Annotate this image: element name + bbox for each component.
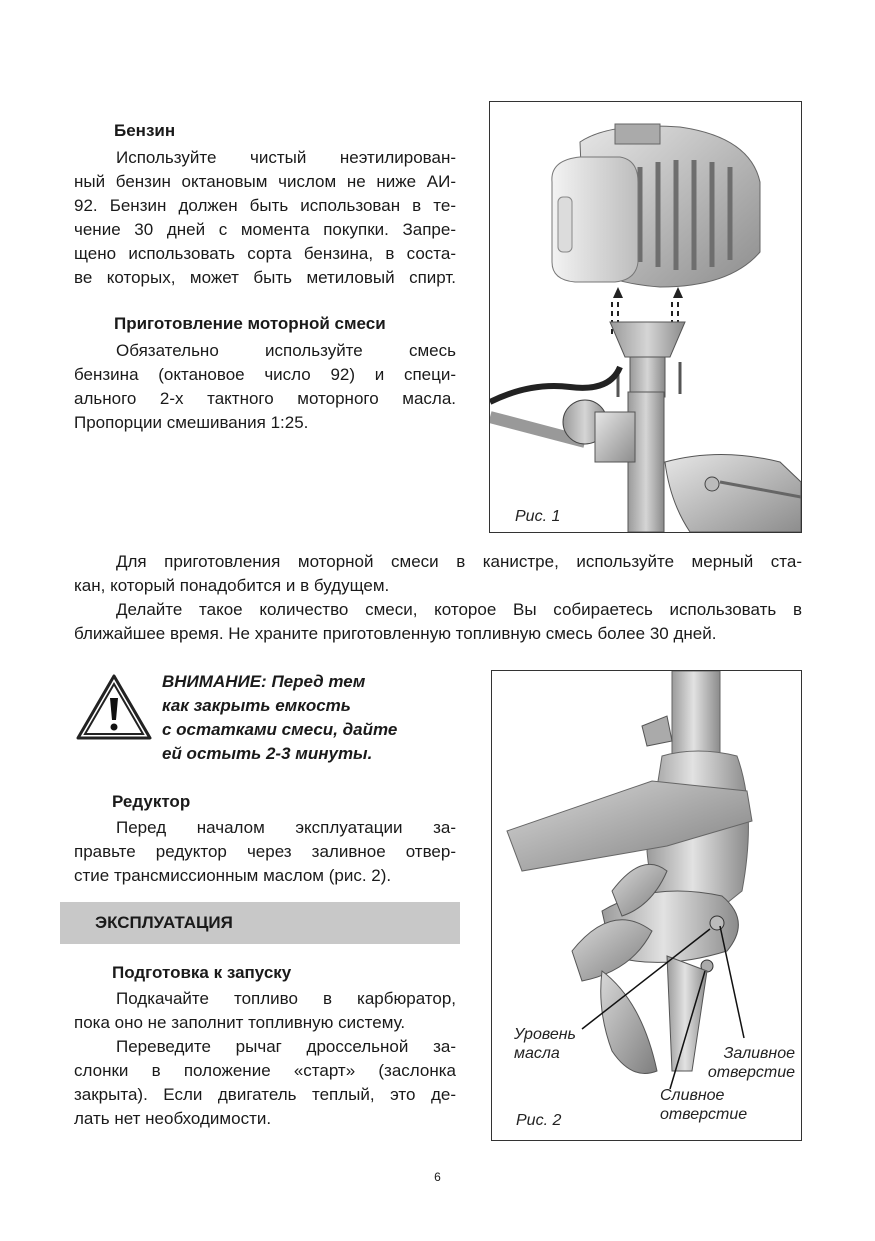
text-line: ВНИМАНИЕ: Перед тем bbox=[162, 672, 366, 691]
text-line: ей остыть 2-3 минуты. bbox=[162, 744, 373, 763]
label-line: Уровень bbox=[514, 1026, 576, 1043]
text-line: Для приготовления моторной смеси в канистре, используйте мерный ста- bbox=[116, 552, 802, 571]
warning-triangle-icon bbox=[74, 672, 154, 742]
start-heading: Подготовка к запуску bbox=[112, 963, 292, 982]
label-line: отверстие bbox=[660, 1106, 748, 1123]
text-line: правьте редуктор через заливное отвер- bbox=[74, 842, 456, 861]
figure-1-caption: Рис. 1 bbox=[515, 508, 561, 525]
text-line: Используйте чистый неэтилирован- bbox=[116, 148, 456, 167]
label-line: масла bbox=[514, 1045, 560, 1062]
text-line: ального 2-х тактного моторного масла. bbox=[74, 389, 456, 408]
text-line: Делайте такое количество смеси, которое Вы собираетесь использовать в bbox=[116, 600, 802, 619]
label-oil-level bbox=[514, 1025, 576, 1063]
text-line: ве которых, может быть метиловый спирт. bbox=[74, 268, 456, 287]
text-line: как закрыть емкость bbox=[162, 696, 351, 715]
body-text bbox=[74, 550, 802, 646]
reduktor-paragraph bbox=[74, 816, 456, 888]
reduktor-heading: Редуктор bbox=[112, 792, 191, 811]
section-title: ЭКСПЛУАТАЦИЯ bbox=[95, 913, 233, 932]
text-line: закрыта). Если двигатель теплый, это де- bbox=[74, 1085, 456, 1104]
figure-2 bbox=[491, 670, 802, 1141]
text-line: слонки в положение «старт» (заслонка bbox=[74, 1061, 456, 1080]
label-line: отверстие bbox=[707, 1064, 795, 1081]
label-line: Заливное bbox=[723, 1045, 795, 1062]
text-line: пока оно не заполнит топливную систему. bbox=[74, 1013, 406, 1032]
text-line: ный бензин октановым числом не ниже АИ- bbox=[74, 172, 456, 191]
text-line: с остатками смеси, дайте bbox=[162, 720, 398, 739]
text-line: Перед началом эксплуатации за- bbox=[116, 818, 456, 837]
mix-heading: Приготовление моторной смеси bbox=[114, 314, 386, 333]
text-line: Обязательно используйте смесь bbox=[116, 341, 456, 360]
text-line: стие трансмиссионным маслом (рис. 2). bbox=[74, 866, 392, 885]
text-line: Пропорции смешивания 1:25. bbox=[74, 413, 309, 432]
benzin-heading: Бензин bbox=[114, 121, 176, 140]
page-number: 6 bbox=[434, 1170, 441, 1184]
text-line: чение 30 дней с момента покупки. Запре- bbox=[74, 220, 456, 239]
text-line: щено использовать сорта бензина, в соста- bbox=[74, 244, 456, 263]
text-line: 92. Бензин должен быть использован в те- bbox=[74, 196, 456, 215]
start-paragraph bbox=[74, 987, 456, 1131]
section-band bbox=[60, 902, 460, 944]
figure-2-caption: Рис. 2 bbox=[516, 1112, 562, 1129]
text-line: бензина (октановое число 92) и специ- bbox=[74, 365, 456, 384]
mix-paragraph bbox=[74, 339, 456, 435]
text-line: ближайшее время. Не храните приготовленную топливную смесь более 30 дней. bbox=[74, 624, 717, 643]
benzin-paragraph bbox=[74, 146, 456, 290]
text-line: кан, который понадобится и в будущем. bbox=[74, 576, 390, 595]
engine-illustration bbox=[490, 102, 801, 532]
text-line: лать нет необходимости. bbox=[74, 1109, 272, 1128]
label-drain-hole bbox=[660, 1086, 747, 1124]
figure-1 bbox=[489, 101, 802, 533]
text-line: Подкачайте топливо в карбюратор, bbox=[116, 989, 456, 1008]
label-fill-hole bbox=[708, 1044, 795, 1082]
label-line: Сливное bbox=[660, 1087, 725, 1104]
warning-text bbox=[162, 670, 397, 766]
text-line: Переведите рычаг дроссельной за- bbox=[116, 1037, 456, 1056]
